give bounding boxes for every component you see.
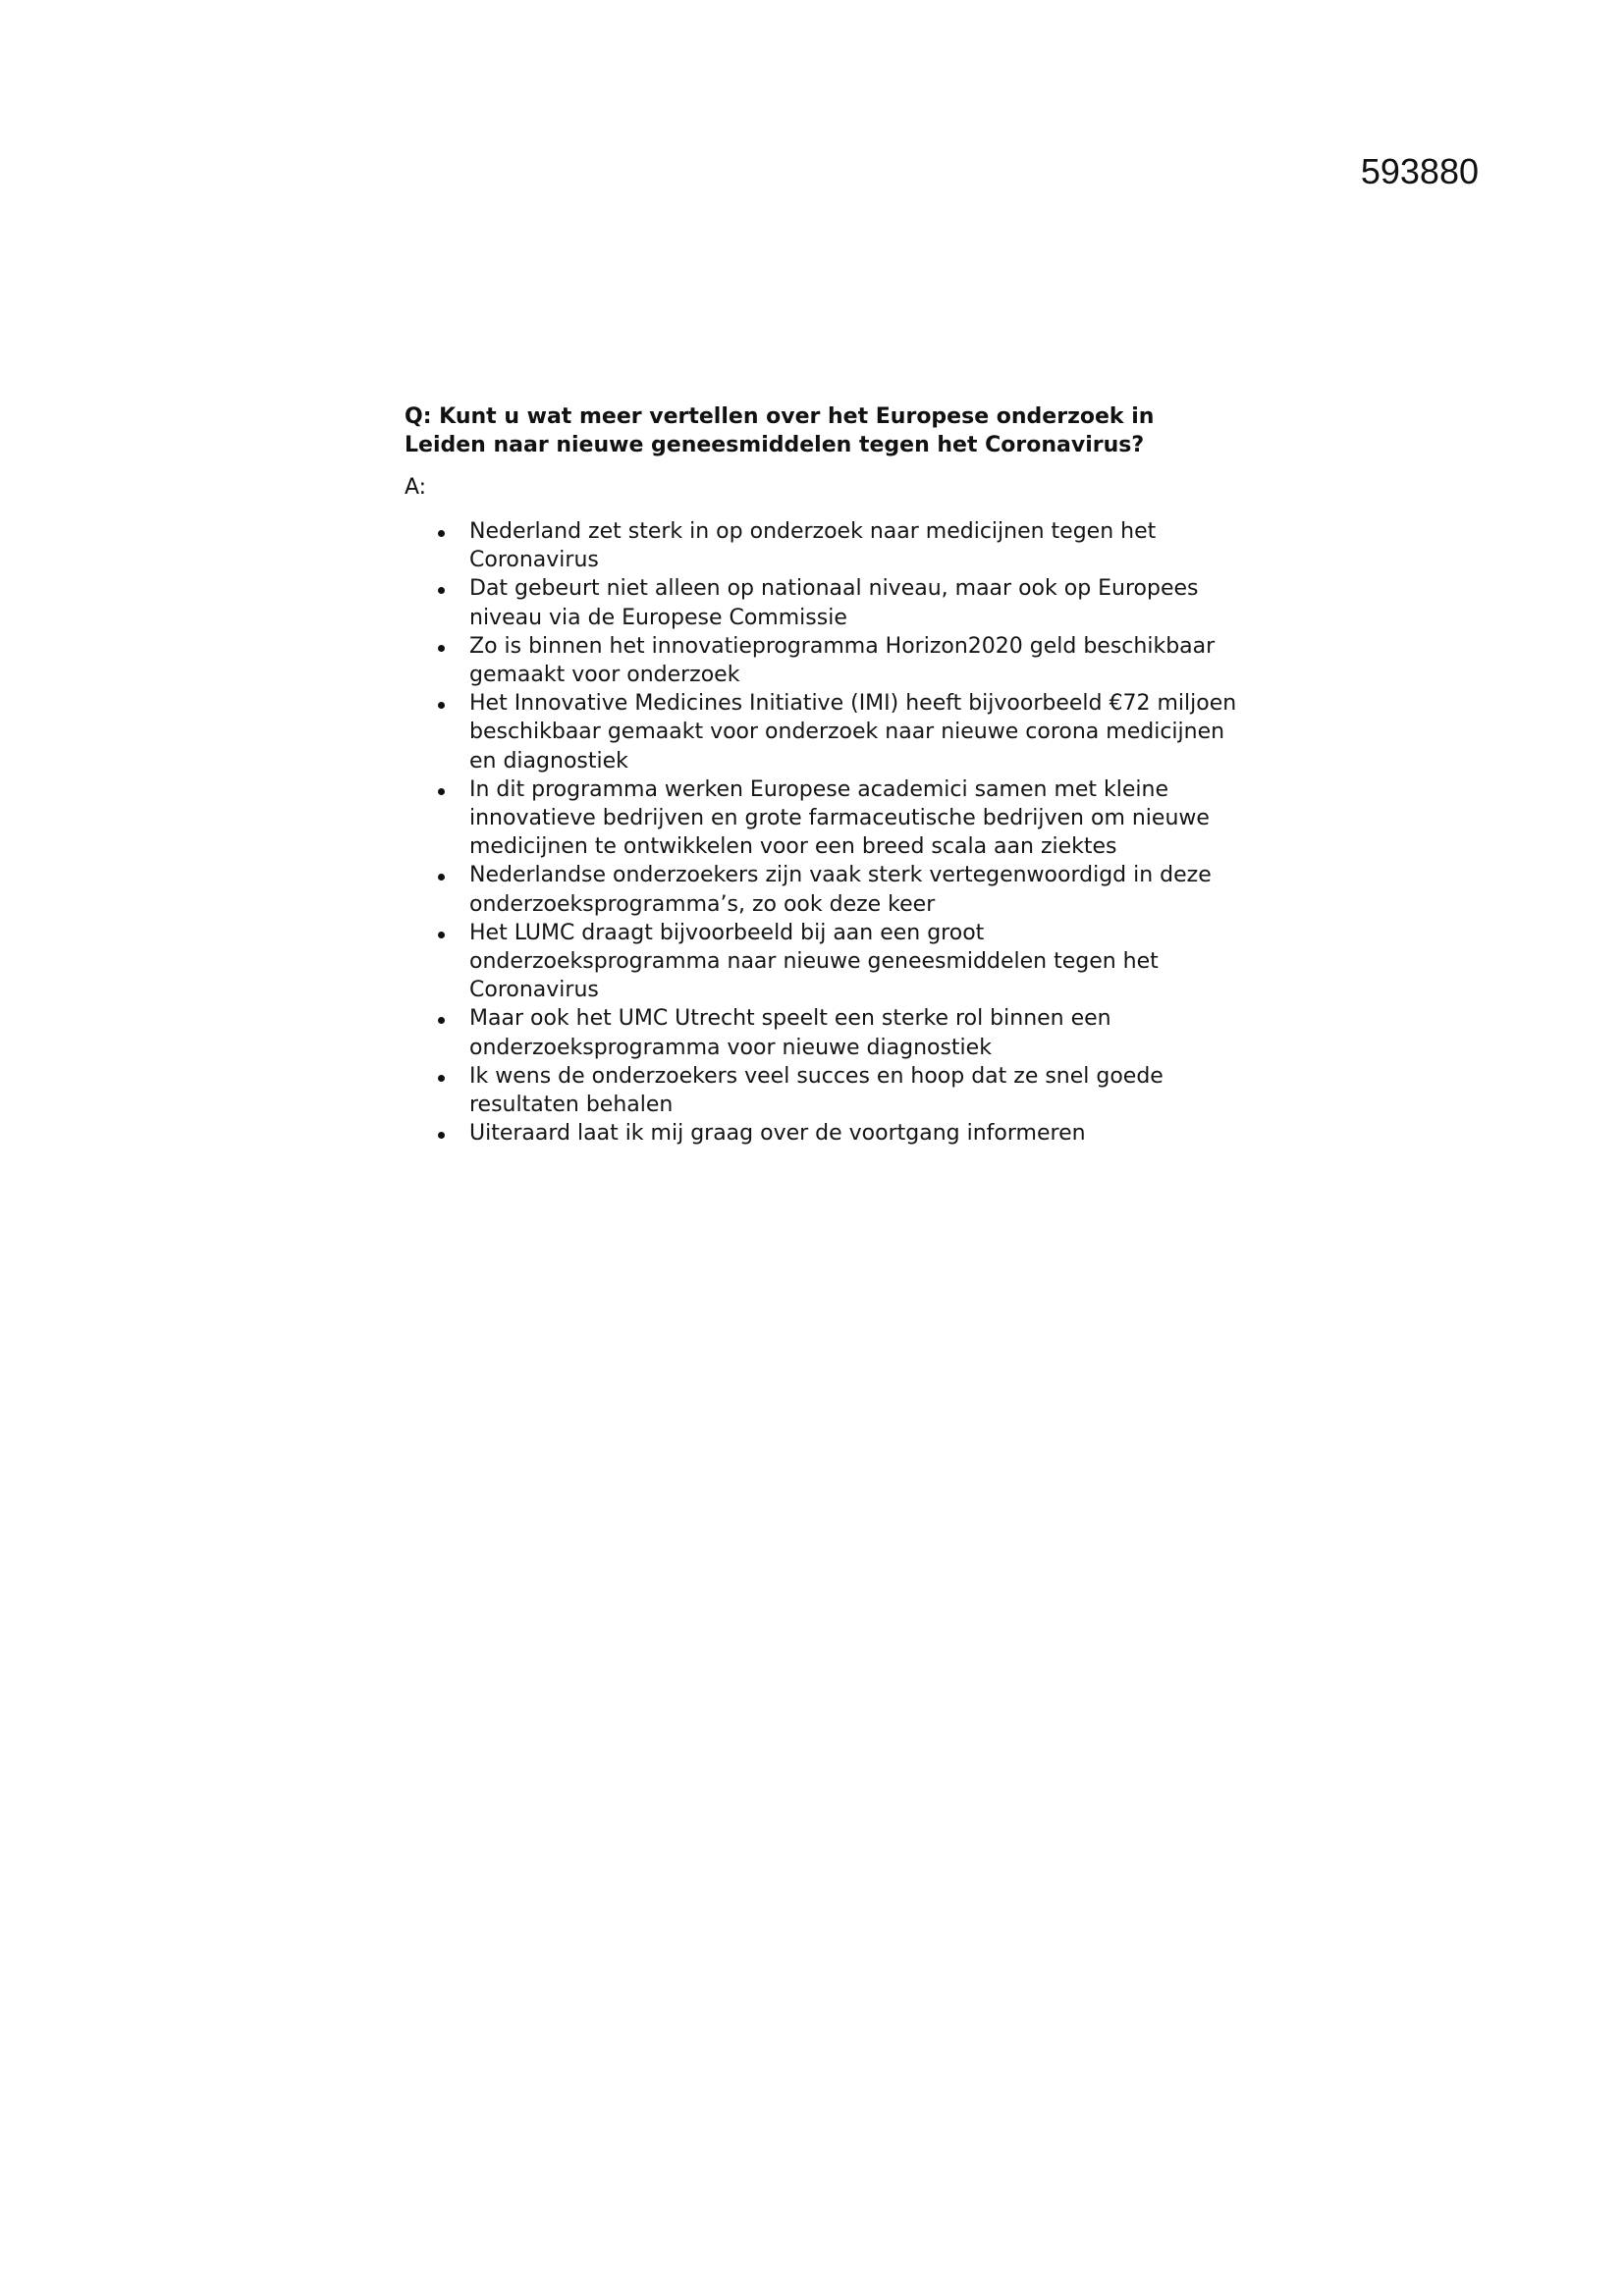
bullet-icon bbox=[438, 932, 445, 938]
bullet-text: Dat gebeurt niet alleen op nationaal niveau, maar ook op Europees niveau via de Europese Commissie bbox=[469, 576, 1199, 630]
bullet-icon bbox=[438, 1017, 445, 1024]
bullet-icon bbox=[438, 587, 445, 594]
bullet-icon bbox=[438, 1132, 445, 1139]
bullet-item bbox=[405, 689, 1239, 775]
bullet-text: Het LUMC draagt bijvoorbeeld bij aan een groot onderzoeksprogramma naar nieuwe geneesmiddelen tegen het Coronavirus bbox=[469, 920, 1159, 1003]
bullet-icon bbox=[438, 530, 445, 537]
bullet-icon bbox=[438, 702, 445, 709]
bullet-item bbox=[405, 632, 1239, 689]
bullet-item bbox=[405, 1119, 1239, 1148]
bullet-item bbox=[405, 919, 1239, 1005]
bullet-item bbox=[405, 517, 1239, 574]
bullet-item bbox=[405, 574, 1239, 631]
bullet-text: Maar ook het UMC Utrecht speelt een sterke rol binnen een onderzoeksprogramma voor nieuwe diagnostiek bbox=[469, 1006, 1111, 1060]
qa-block bbox=[405, 402, 1239, 1148]
bullet-icon bbox=[438, 645, 445, 652]
bullet-text: Uiteraard laat ik mij graag over de voortgang informeren bbox=[469, 1121, 1086, 1147]
bullet-text: Ik wens de onderzoekers veel succes en hoop dat ze snel goede resultaten behalen bbox=[469, 1063, 1164, 1118]
bullet-item bbox=[405, 775, 1239, 862]
bullet-text: Nederlandse onderzoekers zijn vaak sterk vertegenwoordigd in deze onderzoeksprogramma’s, zo ook deze keer bbox=[469, 863, 1212, 917]
answer-bullet-list bbox=[405, 517, 1239, 1148]
answer-label: A: bbox=[405, 475, 427, 500]
bullet-item bbox=[405, 1004, 1239, 1061]
bullet-icon bbox=[438, 1075, 445, 1082]
bullet-text: Nederland zet sterk in op onderzoek naar medicijnen tegen het Coronavirus bbox=[469, 519, 1157, 573]
bullet-text: Het Innovative Medicines Initiative (IMI) heeft bijvoorbeeld €72 miljoen beschikbaar gemaakt voor onderzoek naar nieuwe corona medicijnen en diagnostiek bbox=[469, 691, 1237, 774]
bullet-text: Zo is binnen het innovatieprogramma Horizon2020 geld beschikbaar gemaakt voor onderzoek bbox=[469, 633, 1216, 688]
bullet-item bbox=[405, 1062, 1239, 1119]
question-heading: Q: Kunt u wat meer vertellen over het Europese onderzoek in Leiden naar nieuwe geneesmiddelen tegen het Coronavirus? bbox=[405, 404, 1155, 457]
bullet-icon bbox=[438, 788, 445, 795]
bullet-text: In dit programma werken Europese academici samen met kleine innovatieve bedrijven en grote farmaceutische bedrijven om nieuwe medicijnen te ontwikkelen voor een breed scala aan ziektes bbox=[469, 776, 1210, 860]
bullet-icon bbox=[438, 874, 445, 881]
document-number: 593880 bbox=[1360, 151, 1479, 191]
bullet-item bbox=[405, 861, 1239, 918]
